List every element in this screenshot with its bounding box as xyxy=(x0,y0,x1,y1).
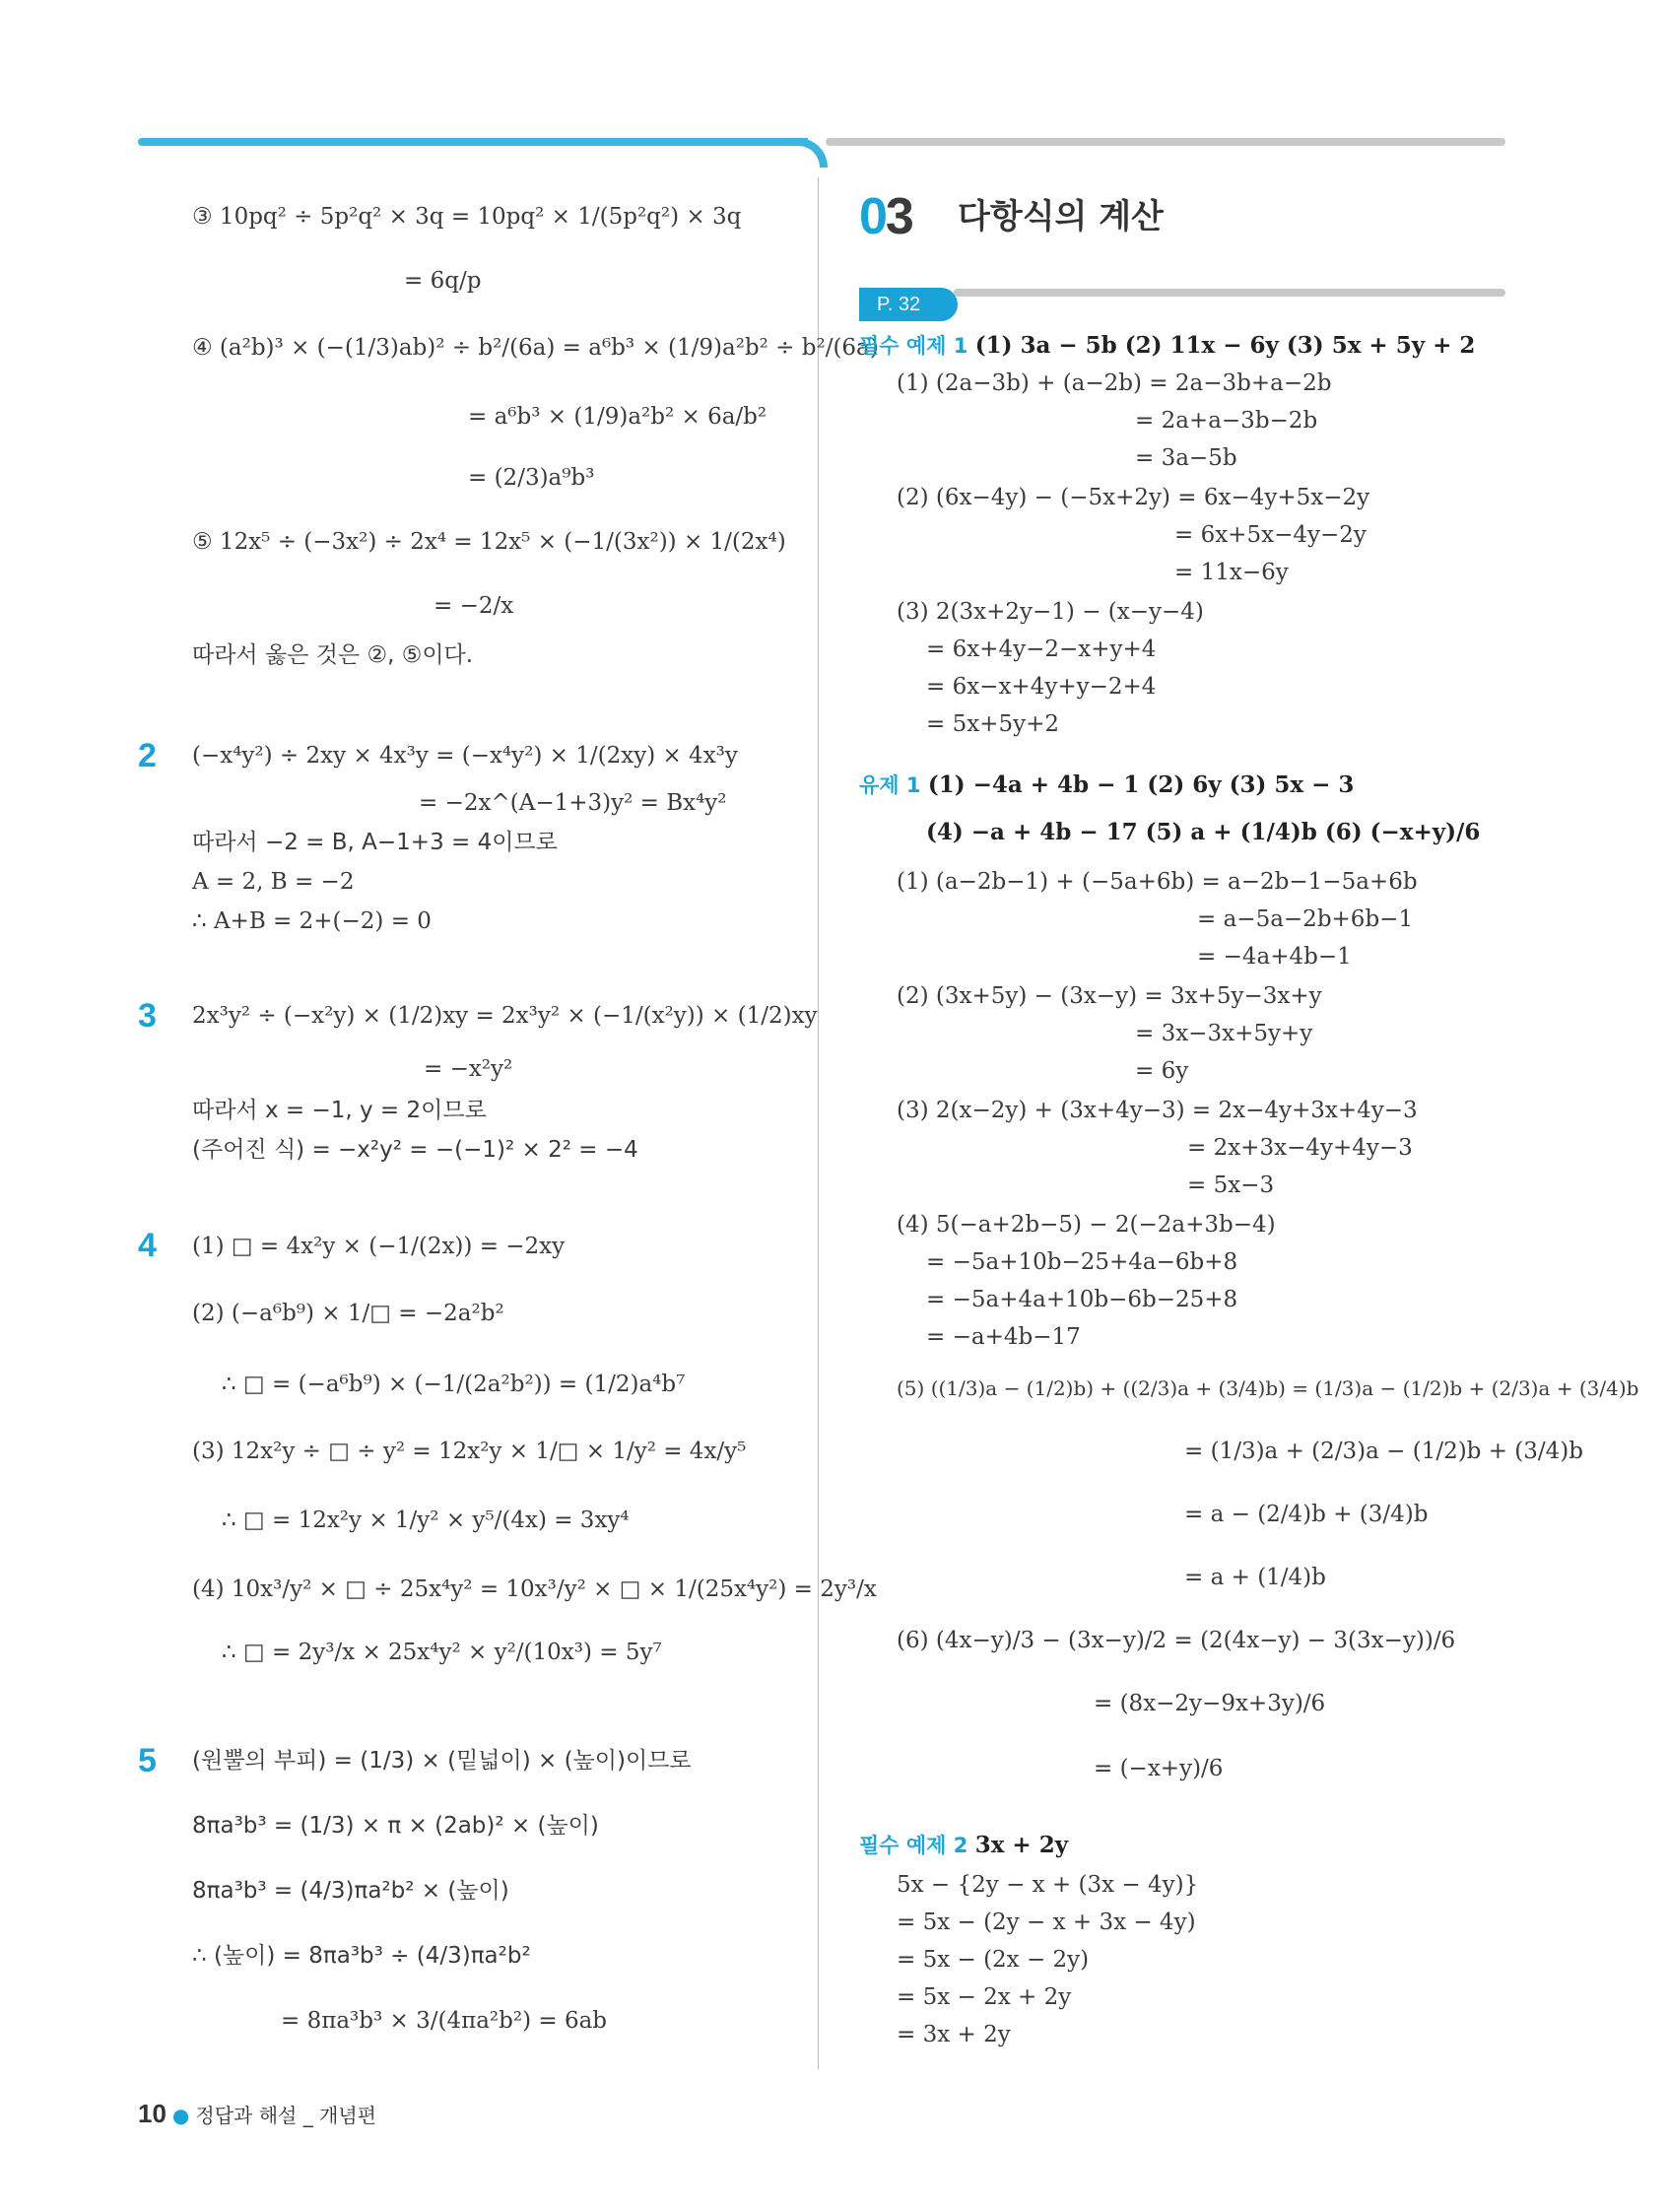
q2-line-1: = −2x^(A−1+3)y² = Bx⁴y² xyxy=(419,790,727,816)
question-number-4: 4 xyxy=(138,1227,157,1264)
ex1-line-0: (1) (2a−3b) + (a−2b) = 2a−3b+a−2b xyxy=(897,370,1332,396)
example1-header xyxy=(859,331,1475,361)
y1-line-19: = (−x+y)/6 xyxy=(1094,1756,1224,1781)
ex1-line-9: = 5x+5y+2 xyxy=(926,711,1059,737)
q5-line-2: 8πa³b³ = (4/3)πa²b² × (높이) xyxy=(192,1878,509,1904)
q4-line-2: ∴ □ = (−a⁶b⁹) × (−1/(2a²b²)) = (1/2)a⁴b⁷ xyxy=(222,1372,686,1397)
footer-bullet-icon: ● xyxy=(171,2104,190,2127)
header-bar-left xyxy=(138,138,808,146)
ex2-line-0: 5x − {2y − x + (3x − 4y)} xyxy=(897,1872,1199,1898)
ex1-line-7: = 6x+4y−2−x+y+4 xyxy=(926,637,1157,662)
example1-label: 필수 예제 1 xyxy=(859,334,968,358)
q4-line-5: (4) 10x³/y² × □ ÷ 25x⁴y² = 10x³/y² × □ × 1/(25x⁴y²) = 2y³/x xyxy=(192,1576,877,1602)
y1-line-13: (5) ((1/3)a − (1/2)b) + ((2/3)a + (3/4)b) = (1/3)a − (1/2)b + (2/3)a + (3/4)b xyxy=(897,1376,1639,1400)
y1-line-7: = 2x+3x−4y+4y−3 xyxy=(1187,1135,1413,1161)
ex2-line-1: = 5x − (2y − x + 3x − 4y) xyxy=(897,1910,1196,1935)
y1-line-9: (4) 5(−a+2b−5) − 2(−2a+3b−4) xyxy=(897,1212,1276,1238)
y1-line-17: (6) (4x−y)/3 − (3x−y)/2 = (2(4x−y) − 3(3x−y))/6 xyxy=(897,1628,1456,1653)
y1-line-8: = 5x−3 xyxy=(1187,1173,1275,1198)
example1-answer: (1) 3a − 5b (2) 11x − 6y (3) 5x + 5y + 2 xyxy=(974,332,1476,359)
page-number: 10 xyxy=(138,2099,167,2128)
page-badge-bar xyxy=(954,289,1505,297)
question-number-2: 2 xyxy=(138,737,157,774)
y1-line-0: (1) (a−2b−1) + (−5a+6b) = a−2b−1−5a+6b xyxy=(897,869,1418,895)
y1-line-4: = 3x−3x+5y+y xyxy=(1135,1021,1313,1046)
section-number: 03 xyxy=(859,188,912,245)
y1-line-12: = −a+4b−17 xyxy=(926,1324,1081,1350)
header-bar-right xyxy=(826,138,1505,146)
left-block1-line-7: 따라서 옳은 것은 ②, ⑤이다. xyxy=(192,642,474,668)
y1-line-1: = a−5a−2b+6b−1 xyxy=(1197,906,1414,932)
example2-header xyxy=(859,1831,1068,1860)
q2-line-4: ∴ A+B = 2+(−2) = 0 xyxy=(192,908,432,934)
q4-line-0: (1) □ = 4x²y × (−1/(2x)) = −2xy xyxy=(192,1234,566,1259)
left-block1-line-2: ④ (a²b)³ × (−(1/3)ab)² ÷ b²/(6a) = a⁶b³ × (1/9)a²b² ÷ b²/(6a) xyxy=(192,335,879,361)
exercise1-header xyxy=(859,771,1354,800)
question-number-5: 5 xyxy=(138,1742,157,1779)
q5-line-1: 8πa³b³ = (1/3) × π × (2ab)² × (높이) xyxy=(192,1813,599,1839)
section-title: 다항식의 계산 xyxy=(958,197,1164,236)
example2-label: 필수 예제 2 xyxy=(859,1834,968,1857)
q3-line-1: = −x²y² xyxy=(424,1056,513,1082)
q2-line-0: (−x⁴y²) ÷ 2xy × 4x³y = (−x⁴y²) × 1/(2xy) × 4x³y xyxy=(192,743,738,769)
y1-line-15: = a − (2/4)b + (3/4)b xyxy=(1184,1502,1429,1527)
example2-answer: 3x + 2y xyxy=(974,1832,1069,1858)
y1-line-16: = a + (1/4)b xyxy=(1184,1565,1326,1590)
page-badge: P. 32 xyxy=(859,288,958,321)
q2-line-3: A = 2, B = −2 xyxy=(192,869,355,895)
q3-line-2: 따라서 x = −1, y = 2이므로 xyxy=(192,1098,487,1123)
q3-line-3: (주어진 식) = −x²y² = −(−1)² × 2² = −4 xyxy=(192,1137,638,1163)
ex1-line-4: = 6x+5x−4y−2y xyxy=(1174,522,1367,548)
q4-line-1: (2) (−a⁶b⁹) × 1/□ = −2a²b² xyxy=(192,1301,504,1326)
y1-line-10: = −5a+10b−25+4a−6b+8 xyxy=(926,1249,1238,1275)
y1-line-2: = −4a+4b−1 xyxy=(1197,944,1352,970)
q2-line-2: 따라서 −2 = B, A−1+3 = 4이므로 xyxy=(192,830,558,855)
column-divider xyxy=(818,177,819,2069)
ex1-line-3: (2) (6x−4y) − (−5x+2y) = 6x−4y+5x−2y xyxy=(897,485,1370,510)
left-block1-line-0: ③ 10pq² ÷ 5p²q² × 3q = 10pq² × 1/(5p²q²) × 3q xyxy=(192,204,742,230)
ex1-line-2: = 3a−5b xyxy=(1135,445,1237,471)
left-block1-line-6: = −2/x xyxy=(434,593,514,619)
question-number-3: 3 xyxy=(138,997,157,1035)
y1-line-6: (3) 2(x−2y) + (3x+4y−3) = 2x−4y+3x+4y−3 xyxy=(897,1098,1418,1123)
q4-line-3: (3) 12x²y ÷ □ ÷ y² = 12x²y × 1/□ × 1/y² = 4x/y⁵ xyxy=(192,1439,747,1464)
ex2-line-4: = 3x + 2y xyxy=(897,2022,1011,2047)
ex1-line-6: (3) 2(3x+2y−1) − (x−y−4) xyxy=(897,599,1204,625)
book-label: 정답과 해설 _ 개념편 xyxy=(195,2104,377,2127)
y1-line-14: = (1/3)a + (2/3)a − (1/2)b + (3/4)b xyxy=(1184,1439,1583,1464)
exercise1-answer-1: (1) −4a + 4b − 1 (2) 6y (3) 5x − 3 xyxy=(927,771,1355,798)
exercise1-answer-2: (4) −a + 4b − 17 (5) a + (1/4)b (6) (−x+y)/6 xyxy=(926,819,1481,845)
ex2-line-3: = 5x − 2x + 2y xyxy=(897,1984,1072,2010)
header-bar-curve xyxy=(788,138,828,168)
left-block1-line-3: = a⁶b³ × (1/9)a²b² × 6a/b² xyxy=(468,404,767,430)
ex1-line-1: = 2a+a−3b−2b xyxy=(1135,408,1318,434)
page-footer xyxy=(138,2099,376,2129)
ex2-line-2: = 5x − (2x − 2y) xyxy=(897,1947,1090,1973)
y1-line-3: (2) (3x+5y) − (3x−y) = 3x+5y−3x+y xyxy=(897,983,1322,1009)
q3-line-0: 2x³y² ÷ (−x²y) × (1/2)xy = 2x³y² × (−1/(x²y)) × (1/2)xy xyxy=(192,1003,818,1029)
left-block1-line-4: = (2/3)a⁹b³ xyxy=(468,465,595,491)
q5-line-0: (원뿔의 부피) = (1/3) × (밑넓이) × (높이)이므로 xyxy=(192,1748,692,1774)
q5-line-4: = 8πa³b³ × 3/(4πa²b²) = 6ab xyxy=(281,2008,608,2034)
q5-line-3: ∴ (높이) = 8πa³b³ ÷ (4/3)πa²b² xyxy=(192,1943,531,1969)
left-block1-line-1: = 6q/p xyxy=(404,268,482,294)
ex1-line-5: = 11x−6y xyxy=(1174,560,1289,585)
y1-line-18: = (8x−2y−9x+3y)/6 xyxy=(1094,1691,1326,1716)
y1-line-11: = −5a+4a+10b−6b−25+8 xyxy=(926,1287,1238,1312)
q4-line-4: ∴ □ = 12x²y × 1/y² × y⁵/(4x) = 3xy⁴ xyxy=(222,1508,630,1533)
y1-line-5: = 6y xyxy=(1135,1058,1189,1084)
q4-line-6: ∴ □ = 2y³/x × 25x⁴y² × y²/(10x³) = 5y⁷ xyxy=(222,1640,662,1665)
ex1-line-8: = 6x−x+4y+y−2+4 xyxy=(926,674,1157,700)
exercise1-label: 유제 1 xyxy=(859,773,921,797)
left-block1-line-5: ⑤ 12x⁵ ÷ (−3x²) ÷ 2x⁴ = 12x⁵ × (−1/(3x²)) × 1/(2x⁴) xyxy=(192,529,786,555)
